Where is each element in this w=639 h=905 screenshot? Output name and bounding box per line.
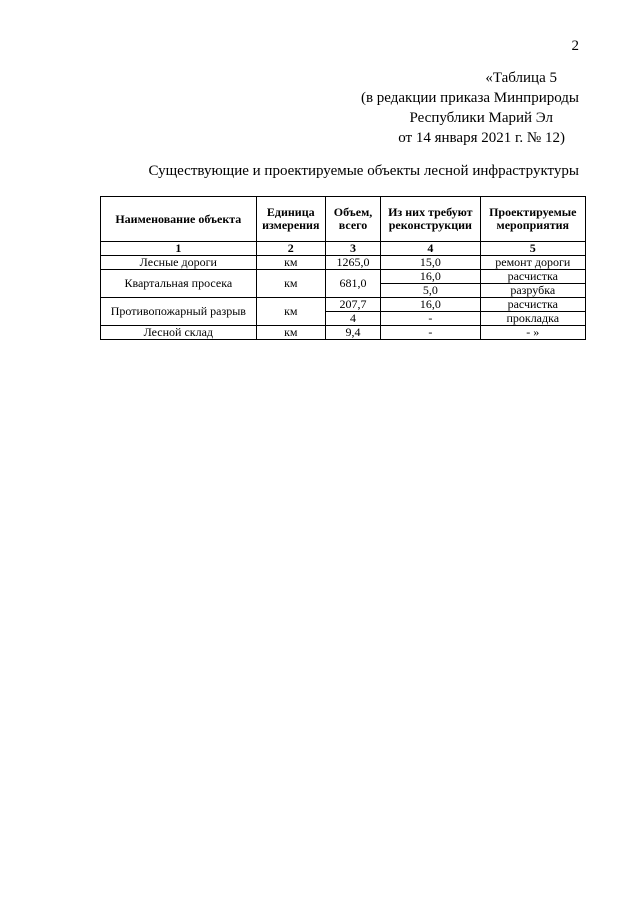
- table-title: Существующие и проектируемые объекты лесной инфраструктуры: [148, 163, 579, 179]
- header-volume: Объем, всего: [325, 197, 380, 242]
- cell-reconstruction: 16,0: [381, 270, 480, 284]
- cell-measures: прокладка: [480, 312, 585, 326]
- column-number: 5: [480, 242, 585, 256]
- header-edition-note: (в редакции приказа Минприроды: [360, 90, 579, 106]
- table-header-row: [101, 197, 586, 242]
- cell-name: Квартальная просека: [101, 270, 257, 298]
- cell-name: Лесные дороги: [101, 256, 257, 270]
- cell-unit: км: [256, 270, 325, 298]
- cell-reconstruction: 16,0: [381, 298, 480, 312]
- cell-measures: расчистка: [480, 270, 585, 284]
- cell-volume: 207,7: [325, 298, 380, 312]
- cell-reconstruction: -: [381, 312, 480, 326]
- table-row-firebreak: [101, 298, 586, 312]
- header-measures: Проектируемые мероприятия: [480, 197, 585, 242]
- header-unit: Единица измерения: [256, 197, 325, 242]
- table-row-forest-warehouse: [101, 326, 586, 340]
- table-row-quarter-clearing: [101, 270, 586, 284]
- header-order-date: от 14 января 2021 г. № 12): [398, 130, 565, 146]
- column-number: 2: [256, 242, 325, 256]
- header-republic: Республики Марий Эл: [409, 110, 553, 126]
- cell-measures: разрубка: [480, 284, 585, 298]
- cell-measures: ремонт дороги: [480, 256, 585, 270]
- page-number: 2: [571, 38, 579, 54]
- cell-name: Лесной склад: [101, 326, 257, 340]
- cell-measures: - »: [480, 326, 585, 340]
- cell-name: Противопожарный разрыв: [101, 298, 257, 326]
- document-header: [361, 68, 579, 148]
- header-object-name: Наименование объекта: [101, 197, 257, 242]
- cell-reconstruction: -: [381, 326, 480, 340]
- header-table-label: «Таблица 5: [485, 70, 557, 86]
- header-reconstruction: Из них требуют реконструкции: [381, 197, 480, 242]
- cell-reconstruction: 5,0: [381, 284, 480, 298]
- column-number-row: [101, 242, 586, 256]
- cell-unit: км: [256, 326, 325, 340]
- column-number: 4: [381, 242, 480, 256]
- cell-unit: км: [256, 298, 325, 326]
- cell-volume: 1265,0: [325, 256, 380, 270]
- cell-measures: расчистка: [480, 298, 585, 312]
- table-row-forest-roads: [101, 256, 586, 270]
- infrastructure-table: [100, 196, 586, 340]
- column-number: 3: [325, 242, 380, 256]
- cell-reconstruction: 15,0: [381, 256, 480, 270]
- cell-volume: 9,4: [325, 326, 380, 340]
- cell-volume: 4: [325, 312, 380, 326]
- column-number: 1: [101, 242, 257, 256]
- cell-volume: 681,0: [325, 270, 380, 298]
- cell-unit: км: [256, 256, 325, 270]
